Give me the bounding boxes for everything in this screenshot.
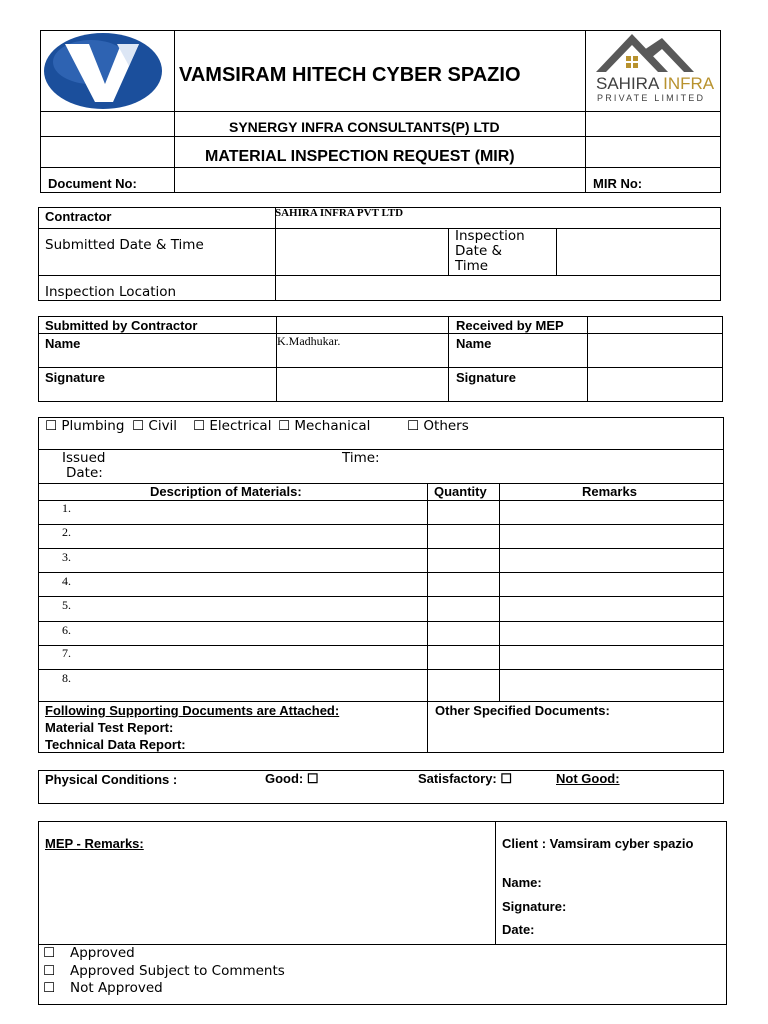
approved-comments-label: Approved Subject to Comments <box>70 963 285 979</box>
project-title: VAMSIRAM HITECH CYBER SPAZIO <box>179 64 521 86</box>
contractor-name-value: K.Madhukar. <box>277 334 341 348</box>
supporting-docs-heading: Following Supporting Documents are Attached: <box>45 703 340 718</box>
electrical-checkbox[interactable]: ☐ Electrical <box>193 418 272 434</box>
material-row-4: 4. <box>62 574 71 588</box>
contractor-label: Contractor <box>45 209 112 224</box>
civil-checkbox[interactable]: ☐ Civil <box>132 418 178 434</box>
other-documents-label: Other Specified Documents: <box>435 703 610 718</box>
not-approved-checkbox[interactable]: ☐ <box>43 980 56 996</box>
issued-label: Issued <box>62 450 106 466</box>
technical-data-report-label: Technical Data Report: <box>45 737 186 752</box>
material-categories <box>45 418 605 438</box>
contractor-value: SAHIRA INFRA PVT LTD <box>275 207 404 219</box>
inspection-date-label-2: Date & <box>455 243 503 259</box>
approved-comments-checkbox[interactable]: ☐ <box>43 963 56 979</box>
infra-logo-text: INFRA <box>663 74 715 93</box>
submitted-by-label: Submitted by Contractor <box>45 318 198 333</box>
document-no-label: Document No: <box>48 176 137 191</box>
client-name-label: Name: <box>502 875 542 890</box>
approved-label: Approved <box>70 945 135 961</box>
mep-name-label: Name <box>456 336 492 351</box>
mep-remarks-label: MEP - Remarks: <box>45 836 144 851</box>
satisfactory-checkbox[interactable]: Satisfactory: ☐ <box>418 771 513 786</box>
issued-date-label: Date: <box>66 465 103 481</box>
remarks-header: Remarks <box>582 484 637 499</box>
material-row-5: 5. <box>62 598 71 612</box>
vamsiram-logo <box>43 32 163 110</box>
material-row-7: 7. <box>62 646 71 660</box>
physical-conditions-label: Physical Conditions : <box>45 772 178 787</box>
good-checkbox[interactable]: Good: ☐ <box>265 771 319 786</box>
material-row-6: 6. <box>62 623 71 637</box>
not-approved-label: Not Approved <box>70 980 163 996</box>
client-label: Client : Vamsiram cyber spazio <box>502 836 694 851</box>
material-row-8: 8. <box>62 671 71 685</box>
mep-signature-label: Signature <box>456 370 516 385</box>
sahira-infra-logo <box>590 32 718 108</box>
inspection-date-label-1: Inspection <box>455 228 525 244</box>
consultant-name: SYNERGY INFRA CONSULTANTS(P) LTD <box>229 119 500 135</box>
contractor-name-label: Name <box>45 336 81 351</box>
material-row-3: 3. <box>62 550 71 564</box>
private-limited-logo-text: PRIVATE LIMITED <box>597 93 706 103</box>
client-date-label: Date: <box>502 922 535 937</box>
material-row-1: 1. <box>62 501 71 515</box>
plumbing-checkbox[interactable]: ☐ Plumbing <box>45 418 125 434</box>
received-by-label: Received by MEP <box>456 318 564 333</box>
submitted-date-label: Submitted Date & Time <box>45 237 204 253</box>
not-good-checkbox[interactable]: Not Good: <box>556 771 620 786</box>
mechanical-checkbox[interactable]: ☐ Mechanical <box>278 418 371 434</box>
sahira-logo-text: SAHIRA <box>596 74 659 93</box>
inspection-location-label: Inspection Location <box>45 284 177 300</box>
description-header: Description of Materials: <box>150 484 302 499</box>
approved-checkbox[interactable]: ☐ <box>43 945 56 961</box>
quantity-header: Quantity <box>434 484 487 499</box>
client-signature-label: Signature: <box>502 899 567 914</box>
contractor-signature-label: Signature <box>45 370 105 385</box>
material-row-2: 2. <box>62 525 71 539</box>
material-test-report-label: Material Test Report: <box>45 720 174 735</box>
mir-no-label: MIR No: <box>593 176 643 191</box>
inspection-date-label-3: Time <box>455 258 489 274</box>
form-title: MATERIAL INSPECTION REQUEST (MIR) <box>205 148 515 165</box>
issued-time-label: Time: <box>342 450 380 466</box>
others-checkbox[interactable]: ☐ Others <box>407 418 469 434</box>
